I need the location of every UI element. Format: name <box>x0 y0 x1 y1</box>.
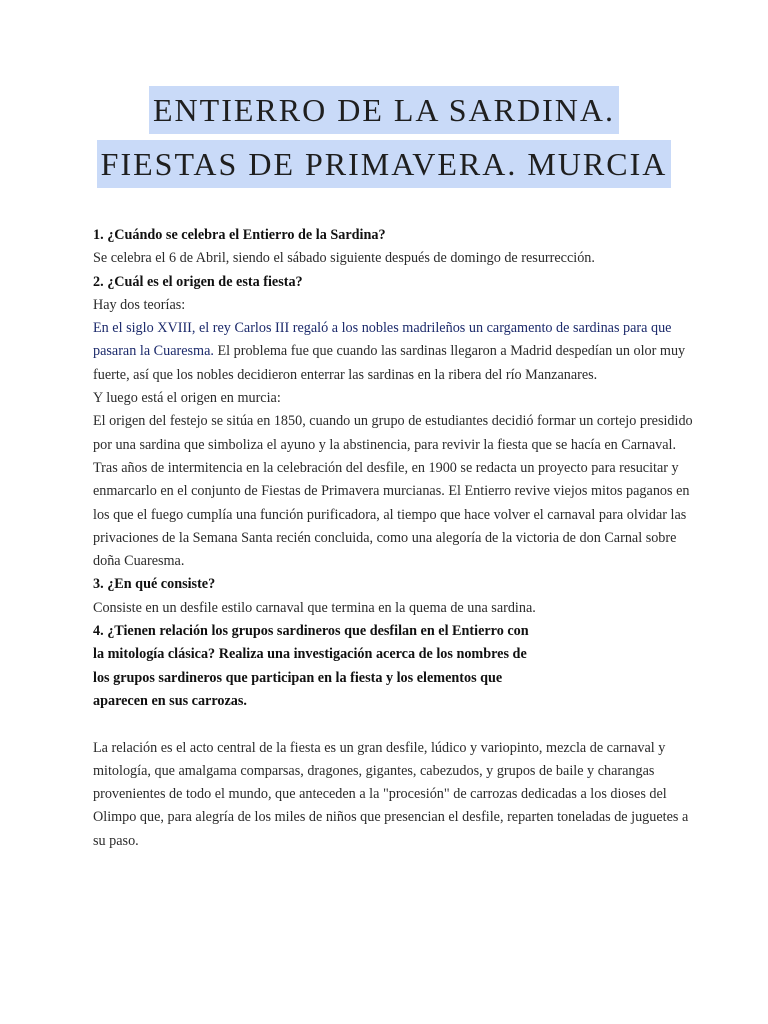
question-4-line-4: aparecen en sus carrozas. <box>93 692 247 709</box>
question-4-line-1: 4. ¿Tienen relación los grupos sardineros que desfilan en el Entierro con <box>93 623 529 640</box>
document-title <box>0 86 768 188</box>
question-4-line-3: los grupos sardineros que participan en la fiesta y los elementos que <box>93 669 503 686</box>
title-line-1: ENTIERRO DE LA SARDINA. <box>149 86 619 134</box>
theory-1-highlight: En el siglo XVIII, el rey Carlos III regaló a los nobles madrileños un cargamento de sardinas para que pasaran la Cuaresma. <box>93 320 672 360</box>
document-body <box>93 224 693 853</box>
answer-1: Se celebra el 6 de Abril, siendo el sábado siguiente después de domingo de resurrección. <box>93 250 595 267</box>
answer-2-intro: Hay dos teorías: <box>93 296 186 313</box>
title-line-2: FIESTAS DE PRIMAVERA. MURCIA <box>97 140 672 188</box>
paragraph-spacer <box>93 713 693 736</box>
question-2: 2. ¿Cuál es el origen de esta fiesta? <box>93 273 303 290</box>
answer-2-theory-2: El origen del festejo se sitúa en 1850, cuando un grupo de estudiantes decidió formar un cortejo presidido por una sardina que simboliza el ayuno y la abstinencia, para revivir la fiesta que se hacía en Carnaval. Tras años de intermitencia en la celebración del desfile, en 1900 se redacta un proyecto para resucitar y enmarcarlo en el conjunto de Fiestas de Primavera murcianas. El Entierro revive viejos mitos paganos en los que el fuego cumplía una función purificadora, al tiempo que hace volver el carnaval para olvidar las privaciones de la Semana Santa recién concluida, como una alegoría de la victoria de don Carnal sobre doña Cuaresma. <box>93 413 693 570</box>
question-1: 1. ¿Cuándo se celebra el Entierro de la Sardina? <box>93 227 386 243</box>
answer-2-theory-1 <box>93 317 693 387</box>
answer-3: Consiste en un desfile estilo carnaval que termina en la quema de una sardina. <box>93 599 536 616</box>
answer-4: La relación es el acto central de la fiesta es un gran desfile, lúdico y variopinto, mezcla de carnaval y mitología, que amalgama comparsas, dragones, gigantes, cabezudos, y grupos de baile y charangas provenientes de todo el mundo, que anteceden a la "procesión" de carrozas dedicadas a los dioses del Olimpo que, para alegría de los miles de niños que presencian el desfile, reparten toneladas de juguetes a su paso. <box>93 739 689 849</box>
theory-1-rest: El problema fue que cuando las sardinas llegaron a Madrid despedían un olor muy fuerte, así que los nobles decidieron enterrar las sardinas en la ribera del río Manzanares. <box>93 343 686 383</box>
question-3: 3. ¿En qué consiste? <box>93 576 216 593</box>
question-4-line-2: la mitología clásica? Realiza una investigación acerca de los nombres de <box>93 646 527 663</box>
answer-2-theory-2-intro: Y luego está el origen en murcia: <box>93 390 281 407</box>
